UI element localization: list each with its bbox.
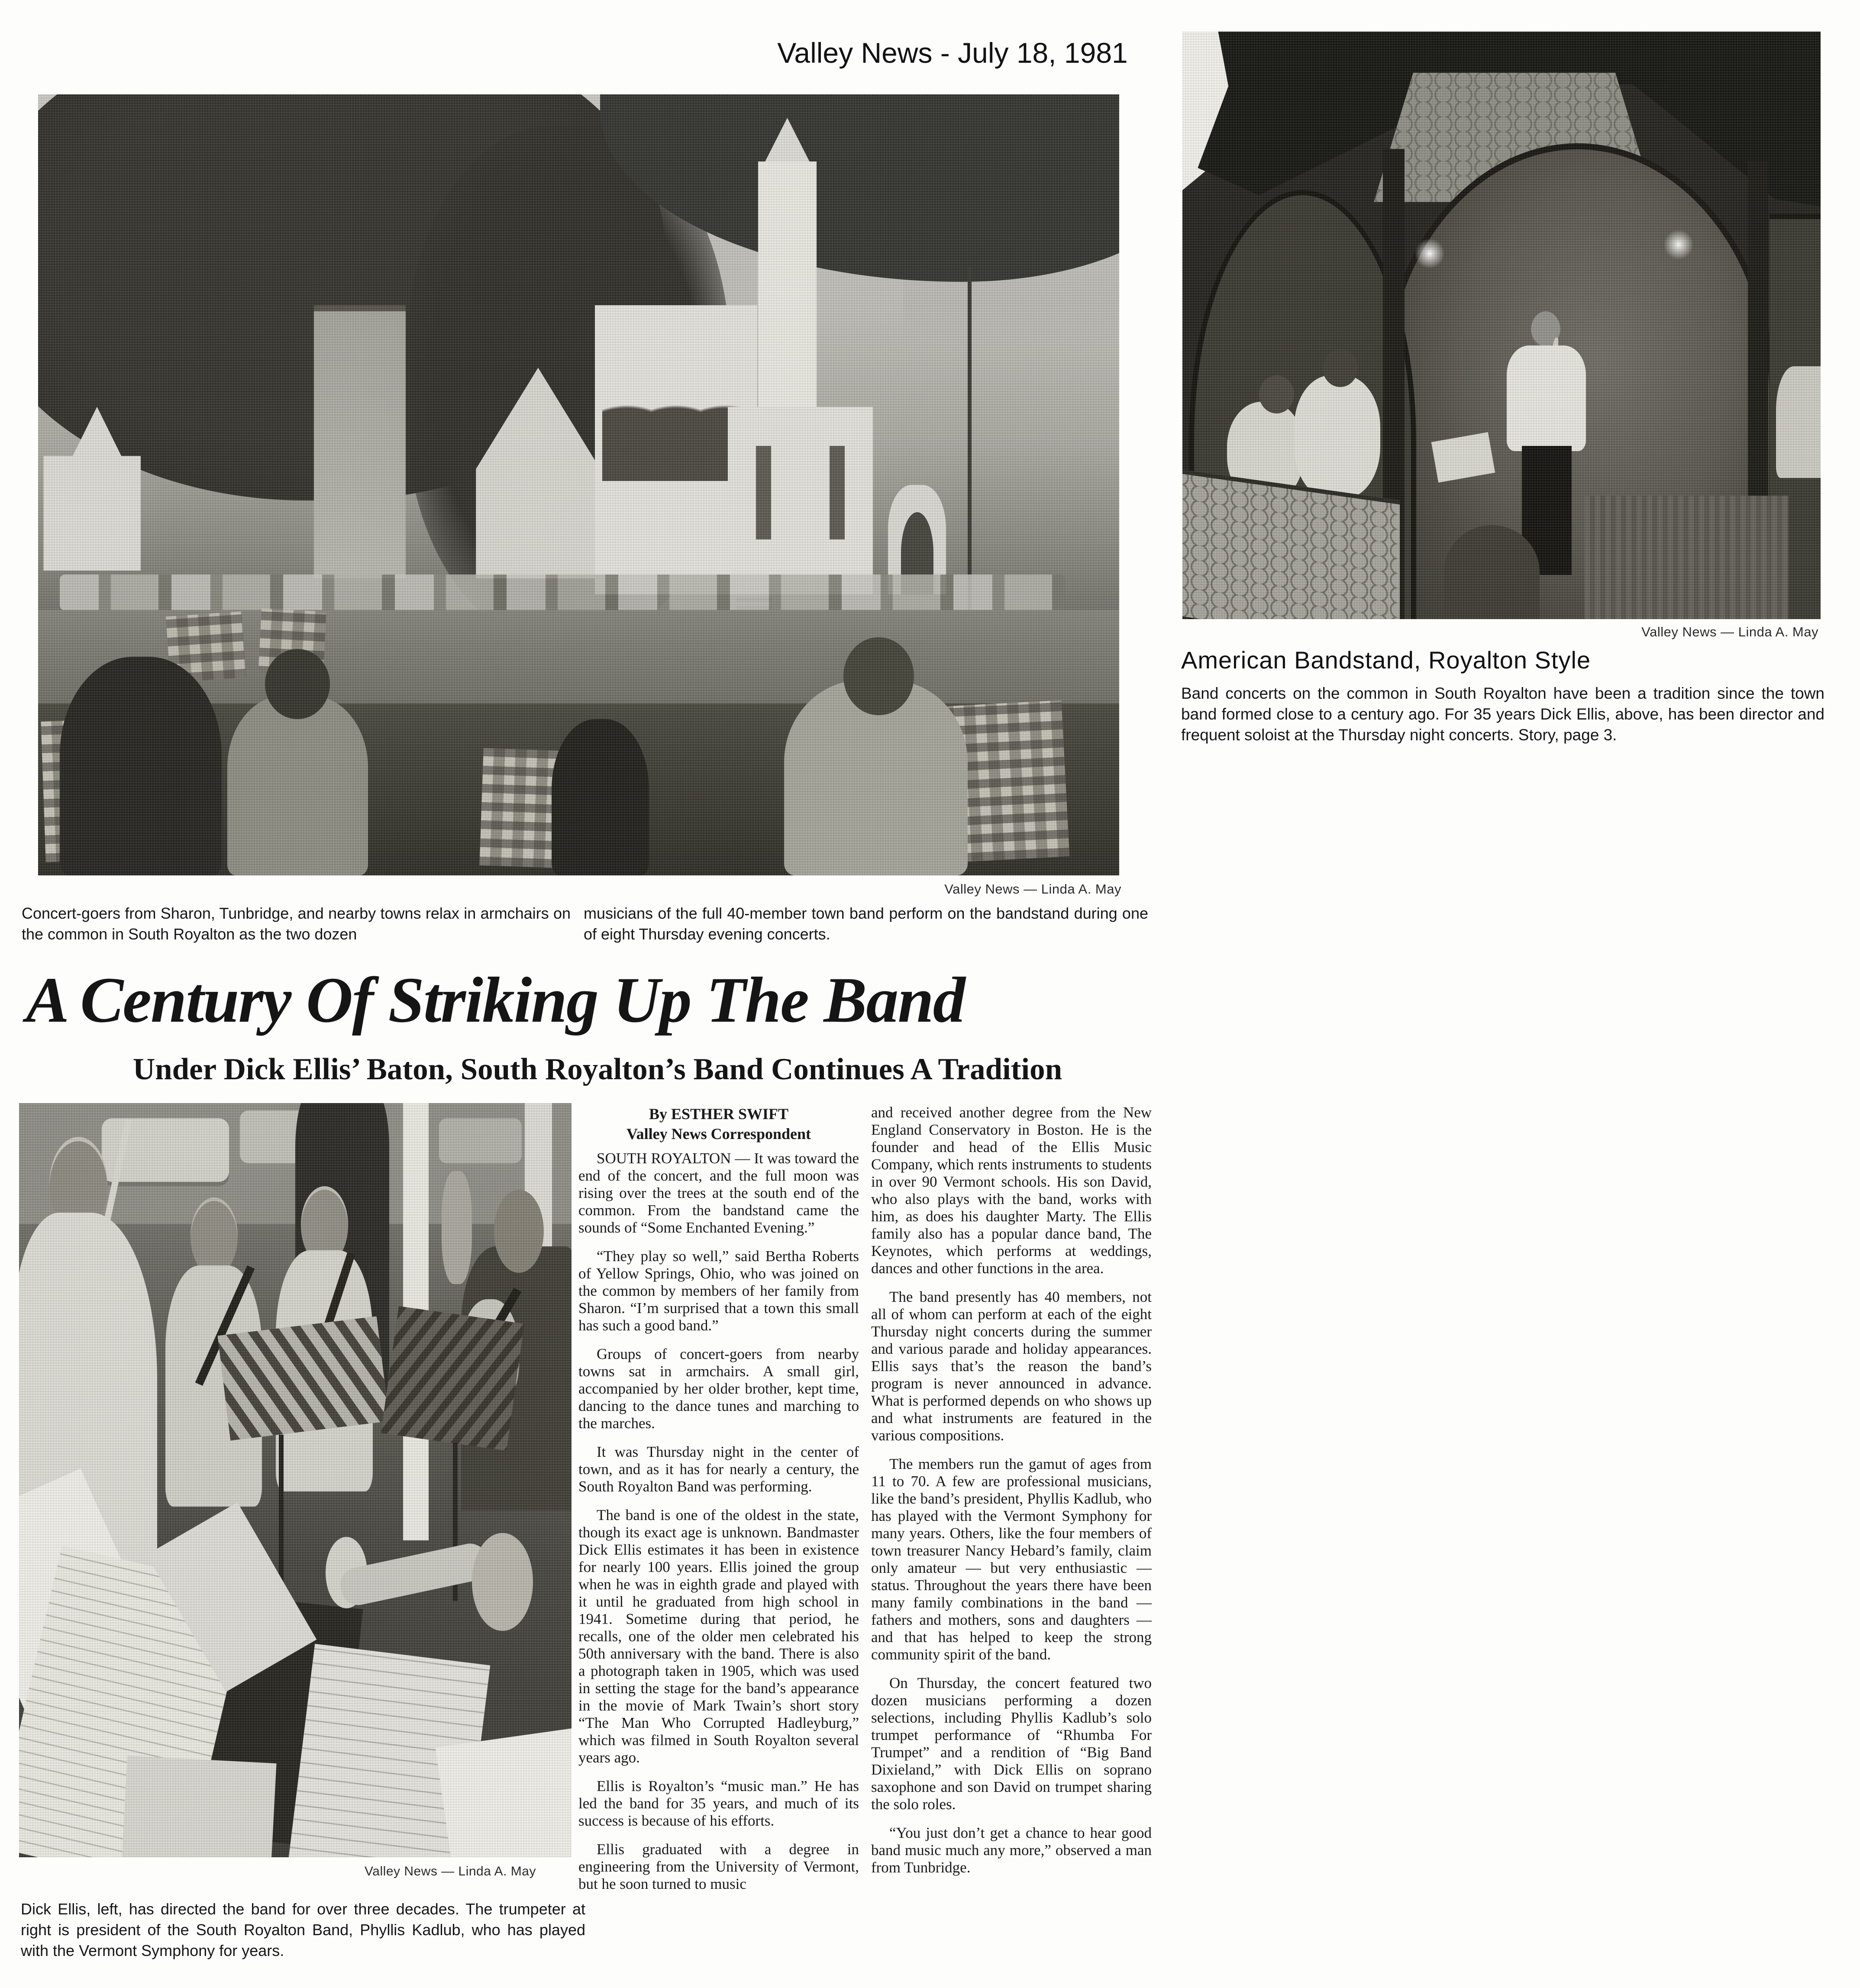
photo-common-concert	[38, 94, 1119, 875]
lamp-glare	[1415, 237, 1444, 270]
bystander-figure	[442, 1171, 472, 1284]
photo-credit: Valley News — Linda A. May	[365, 1864, 536, 1878]
flagpole	[968, 266, 972, 610]
timpani-drum	[1444, 525, 1540, 619]
article-paragraph: The members run the gamut of ages from 11 to 70. A few are professional musicians, like the band’s president, Phyllis Kadlub, who has played with the Vermont Symphony for many years. Others, like the four members of town treasurer Nancy Hebard’s family, claim only amateur — but very enthusiastic — status. Throughout the years there have been many family combinations in the band — fathers and mothers, sons and daughters — and that has helped to keep the strong community spirit of the band.	[871, 1456, 1152, 1663]
article-paragraph: The band presently has 40 members, not all of whom can perform at each of the eight Thursday night concerts during the summer and various parade and holiday appearances. Ellis says that’s the reason the band’s program is never announced in advance. What is performed depends on who shows up and what instruments are featured in the various compositions.	[871, 1288, 1152, 1444]
church-body	[728, 407, 873, 594]
photo-caption-right: musicians of the full 40-member town band perform on the bandstand during one of eight Thursday evening concerts.	[584, 904, 1148, 943]
music-folder	[218, 1316, 390, 1440]
seated-player-shirt	[1294, 375, 1380, 499]
concert-goer-light-shirt	[227, 696, 368, 875]
photo-band-closeup	[19, 1103, 572, 1857]
concert-goer-silhouette	[552, 719, 649, 875]
brick-building	[314, 305, 406, 578]
church-window	[830, 446, 845, 539]
article-paragraph: and received another degree from the New England Conservatory in Boston. He is the founder and head of the Ellis Music Company, which rents instruments to students in over 90 Vermont schools. His son David, who also plays with the band, works with him, as does his daughter Marty. The Ellis family also has a popular dance band, The Keynotes, which performs at weddings, dances and other functions in the area.	[871, 1104, 1152, 1277]
sub-headline: Under Dick Ellis’ Baton, South Royalton’s Band Continues A Tradition	[132, 1052, 1062, 1086]
rightmost-player-shirt	[1776, 366, 1821, 478]
photo-caption: Dick Ellis, left, has directed the band for over three decades. The trumpeter at right is president of the South Royalton Band, Phyllis Kadlub, who has played with the Vermont Symphony for years.	[21, 1900, 585, 1959]
article-column-2	[871, 1104, 1152, 1888]
sheet-music-page	[435, 1727, 572, 1857]
seated-player-head	[1323, 349, 1358, 387]
music-stand-sheets	[381, 1306, 525, 1451]
article-paragraph: On Thursday, the concert featured two dozen musicians performing a dozen selections, including Phyllis Kadlub’s solo trumpet performance of “Rhumba For Trumpet” and a rendition of “Big Band Dixieland,” with Dick Ellis on soprano saxophone and son David on trumpet sharing the solo roles.	[871, 1675, 1152, 1813]
seated-player-head	[1259, 375, 1294, 413]
page-title: Valley News - July 18, 1981	[777, 37, 1128, 69]
article-column-1	[578, 1104, 859, 1904]
photo-credit: Valley News — Linda A. May	[1641, 624, 1818, 639]
church-tower	[758, 161, 817, 419]
article-paragraph: The band is one of the oldest in the state, though its exact age is unknown. Bandmaster Dick Ellis estimates it has been in existence for nearly 100 years. Ellis joined the group when he was in eighth grade and played with it until he graduated from high school in 1941. Sometime during that period, he recalls, one of the older men celebrated his 50th anniversary with the band. There is also a photograph taken in 1905, which was used in setting the stage for the band’s appearance in the movie of Mark Twain’s short story “The Man Who Corrupted Hadleyburg,” which was filmed in South Royalton several years ago.	[578, 1507, 859, 1766]
bandstand-arches	[602, 325, 749, 481]
concert-goer-head	[843, 637, 914, 715]
photo-caption: Band concerts on the common in South Royalton have been a tradition since the town band formed close to a century ago. For 35 years Dick Ellis, above, has been director and frequent soloist at the Thursday night concerts. Story, page 3.	[1181, 684, 1824, 744]
parked-car	[439, 1118, 522, 1164]
byline-author: By ESTHER SWIFT	[649, 1105, 789, 1123]
stage-panel	[1585, 496, 1789, 619]
right-player-head	[494, 1190, 544, 1273]
article-paragraph: It was Thursday night in the center of town, and as it has for nearly a century, the South Royalton Band was performing.	[578, 1443, 859, 1495]
photo-gazebo-soloist	[1182, 32, 1821, 619]
concert-goer-head	[265, 649, 330, 719]
clarinetist-head	[191, 1197, 238, 1276]
church-window	[756, 446, 771, 539]
director-white-shirt	[1507, 345, 1586, 451]
article-paragraph: “You just don’t get a chance to hear good band music much any more,” observed a man from Tunbridge.	[871, 1824, 1152, 1876]
article-paragraph: Groups of concert-goers from nearby towns sat in armchairs. A small girl, accompanied by her older brother, kept time, dancing to the dance tunes and marching to the marches.	[578, 1346, 859, 1432]
parked-cars-row	[60, 574, 1065, 610]
byline-title: Valley News Correspondent	[626, 1125, 811, 1142]
sheet-music-page	[121, 1756, 277, 1857]
concert-goer-silhouette	[60, 657, 222, 875]
article-paragraph: Ellis is Royalton’s “music man.” He has led the band for 35 years, and much of its success is because of his efforts.	[578, 1778, 859, 1829]
photo-credit: Valley News — Linda A. May	[944, 881, 1121, 897]
article-paragraph: Ellis graduated with a degree in engineering from the University of Vermont, but he soon turned to music	[578, 1841, 859, 1892]
lamp-glare	[1664, 229, 1693, 261]
article-paragraph: “They play so well,” said Bertha Roberts of Yellow Springs, Ohio, who was joined on the common by members of her family from Sharon. “I’m surprised that a town this small has such a good band.”	[578, 1248, 859, 1334]
photo-caption-left: Concert-goers from Sharon, Tunbridge, and nearby towns relax in armchairs on the common in South Royalton as the two dozen	[22, 904, 571, 943]
trumpeter-hand	[472, 1533, 533, 1631]
article-paragraph: SOUTH ROYALTON — It was toward the end of the concert, and the full moon was rising over the trees at the south end of the common. From the bandstand came the sounds of “Some Enchanted Evening.”	[578, 1150, 859, 1236]
secondary-headline: American Bandstand, Royalton Style	[1181, 646, 1591, 674]
main-headline: A Century Of Striking Up The Band	[26, 964, 965, 1036]
